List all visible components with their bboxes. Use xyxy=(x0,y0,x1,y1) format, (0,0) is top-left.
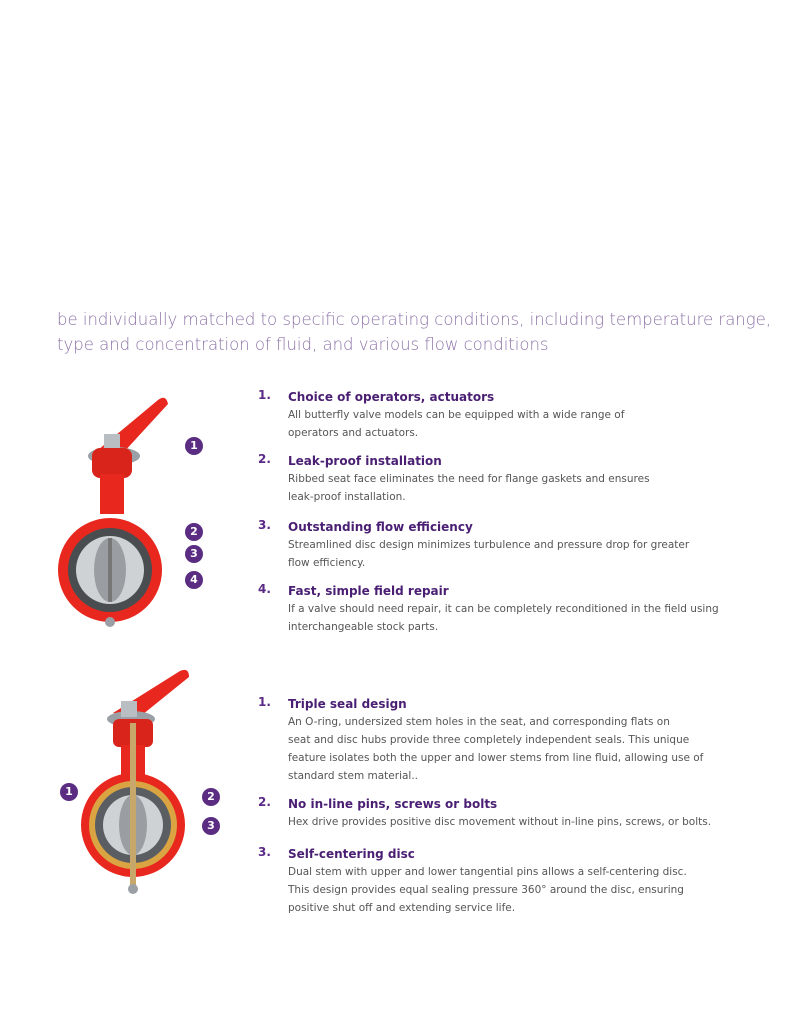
callout-top-2: 2 xyxy=(185,523,203,541)
valve-figure-top xyxy=(50,390,220,630)
callout-top-4: 4 xyxy=(185,571,203,589)
callout-top-3: 3 xyxy=(185,545,203,563)
feature-list-top xyxy=(258,388,728,636)
feature-title: No in-line pins, screws or bolts xyxy=(288,797,498,811)
feature-item xyxy=(258,518,728,572)
feature-description: An O-ring, undersized stem holes in the seat, and corresponding flats on seat and disc hubs provide three completely independent seals. This unique feature isolates both the upper and lower stems from line fluid, allowing use of standard stem material.. xyxy=(288,716,704,782)
feature-number: 1. xyxy=(258,695,271,709)
feature-item xyxy=(258,795,728,831)
callout-bottom-3: 3 xyxy=(202,817,220,835)
feature-title: Leak-proof installation xyxy=(288,454,442,468)
callout-top-1: 1 xyxy=(185,437,203,455)
feature-title: Fast, simple field repair xyxy=(288,584,449,598)
valve-illustration-top xyxy=(50,390,220,630)
feature-list-bottom xyxy=(258,695,728,917)
feature-number: 2. xyxy=(258,795,271,809)
feature-description: Dual stem with upper and lower tangential pins allows a self-centering disc. This design provides equal sealing pressure 360° around the disc, ensuring positive shut off and extending service life. xyxy=(288,866,687,914)
feature-title: Triple seal design xyxy=(288,697,407,711)
intro-line-1: be individually matched to specific operating conditions, including temperature range, xyxy=(57,310,772,329)
feature-title: Outstanding flow efficiency xyxy=(288,520,473,534)
feature-item xyxy=(258,582,728,636)
feature-number: 2. xyxy=(258,452,271,466)
feature-number: 3. xyxy=(258,518,271,532)
feature-item xyxy=(258,845,728,917)
valve-illustration-bottom xyxy=(55,665,235,900)
feature-number: 4. xyxy=(258,582,271,596)
feature-description: Streamlined disc design minimizes turbulence and pressure drop for greater flow efficiency. xyxy=(288,539,690,569)
feature-title: Self-centering disc xyxy=(288,847,415,861)
callout-bottom-1: 1 xyxy=(60,783,78,801)
feature-description: Hex drive provides positive disc movement without in-line pins, screws, or bolts. xyxy=(288,816,712,828)
feature-item xyxy=(258,695,728,785)
feature-number: 3. xyxy=(258,845,271,859)
feature-item xyxy=(258,452,728,506)
feature-title: Choice of operators, actuators xyxy=(288,390,495,404)
feature-description: All butterfly valve models can be equipped with a wide range of operators and actuators. xyxy=(288,409,625,439)
intro-paragraph xyxy=(57,307,777,357)
valve-figure-bottom xyxy=(55,665,235,900)
intro-line-2: type and concentration of fluid, and various flow conditions xyxy=(57,335,549,354)
feature-item xyxy=(258,388,728,442)
feature-description: If a valve should need repair, it can be completely reconditioned in the field using interchangeable stock parts. xyxy=(288,603,719,633)
feature-description: Ribbed seat face eliminates the need for flange gaskets and ensures leak-proof installation. xyxy=(288,473,650,503)
callout-bottom-2: 2 xyxy=(202,788,220,806)
feature-number: 1. xyxy=(258,388,271,402)
